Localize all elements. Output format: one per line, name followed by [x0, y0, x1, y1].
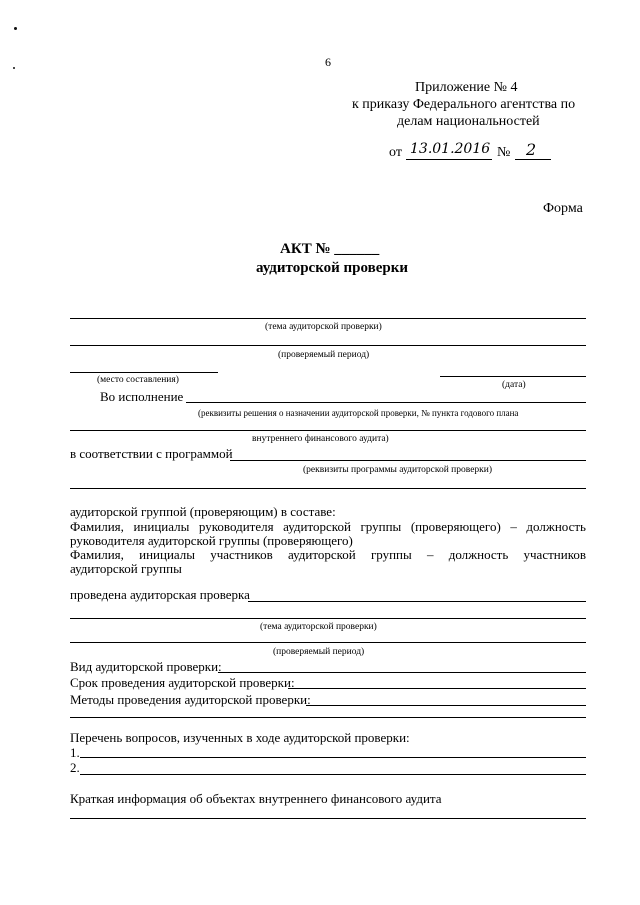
- question-1-field[interactable]: [80, 757, 586, 758]
- duration-field[interactable]: [288, 688, 586, 689]
- caption-decision-2: внутреннего финансового аудита): [252, 434, 389, 444]
- appendix-number-value: 2: [526, 140, 537, 159]
- period2-field[interactable]: [70, 642, 586, 643]
- execution-field[interactable]: [186, 402, 586, 403]
- act-subtitle: аудиторской проверки: [256, 260, 409, 276]
- date-field[interactable]: [440, 376, 586, 377]
- decision-field[interactable]: [70, 430, 586, 431]
- methods-label: Методы проведения аудиторской проверки:: [70, 692, 311, 707]
- topic2-field[interactable]: [70, 618, 586, 619]
- caption-topic-2: (тема аудиторской проверки): [260, 622, 377, 632]
- conducted-label: проведена аудиторская проверка: [70, 587, 250, 602]
- members-line-2: аудиторской группы: [70, 561, 182, 576]
- number-underline: [515, 159, 551, 160]
- caption-period: (проверяемый период): [278, 350, 370, 360]
- leader-line-1: Фамилия, инициалы руководителя аудиторской группы (проверяющего) – должность: [70, 519, 586, 534]
- execution-label: Во исполнение: [100, 389, 184, 404]
- program-label: в соответствии с программой: [70, 446, 233, 461]
- caption-place: (место составления): [97, 375, 179, 385]
- appendix-date-value: 13.01.2016: [410, 141, 491, 157]
- brief-field[interactable]: [70, 818, 586, 819]
- caption-program: (реквизиты программы аудиторской проверки): [303, 465, 493, 475]
- appendix-line-1: Приложение № 4: [415, 80, 518, 95]
- members-line-1: Фамилия, инициалы участников аудиторской группы – должность участников: [70, 547, 586, 562]
- appendix-date-prefix: от: [389, 145, 402, 160]
- program-field-2[interactable]: [70, 488, 586, 489]
- brief-label: Краткая информация об объектах внутреннего финансового аудита: [70, 791, 442, 806]
- type-label: Вид аудиторской проверки:: [70, 659, 222, 674]
- caption-period-2: (проверяемый период): [273, 647, 365, 657]
- caption-decision-1: (реквизиты решения о назначении аудиторской проверки, № пункта годового плана: [198, 408, 519, 418]
- methods-field[interactable]: [306, 705, 586, 706]
- group-label: аудиторской группой (проверяющим) в составе:: [70, 504, 336, 519]
- caption-topic: (тема аудиторской проверки): [265, 322, 382, 332]
- page-number: 6: [325, 55, 331, 69]
- scan-speck: [13, 67, 15, 69]
- questions-label: Перечень вопросов, изученных в ходе аудиторской проверки:: [70, 730, 410, 745]
- form-label: Форма: [543, 201, 583, 216]
- question-2-field[interactable]: [80, 774, 586, 775]
- caption-date: (дата): [502, 380, 526, 390]
- place-field[interactable]: [70, 372, 218, 373]
- program-field[interactable]: [230, 460, 586, 461]
- act-title: АКТ № ______: [280, 241, 380, 257]
- methods-field-2[interactable]: [70, 717, 586, 718]
- leader-line-2: руководителя аудиторской группы (проверяющего): [70, 533, 353, 548]
- appendix-line-2: к приказу Федерального агентства по: [352, 97, 576, 112]
- appendix-number-prefix: №: [497, 145, 511, 160]
- appendix-line-3: делам национальностей: [397, 114, 540, 129]
- scan-speck: [14, 27, 17, 30]
- period-field[interactable]: [70, 345, 586, 346]
- question-2-label: 2.: [70, 760, 80, 775]
- date-underline: [406, 159, 492, 160]
- question-1-label: 1.: [70, 745, 80, 760]
- conducted-field[interactable]: [248, 601, 586, 602]
- type-field[interactable]: [218, 672, 586, 673]
- topic-field[interactable]: [70, 318, 586, 319]
- duration-label: Срок проведения аудиторской проверки:: [70, 675, 295, 690]
